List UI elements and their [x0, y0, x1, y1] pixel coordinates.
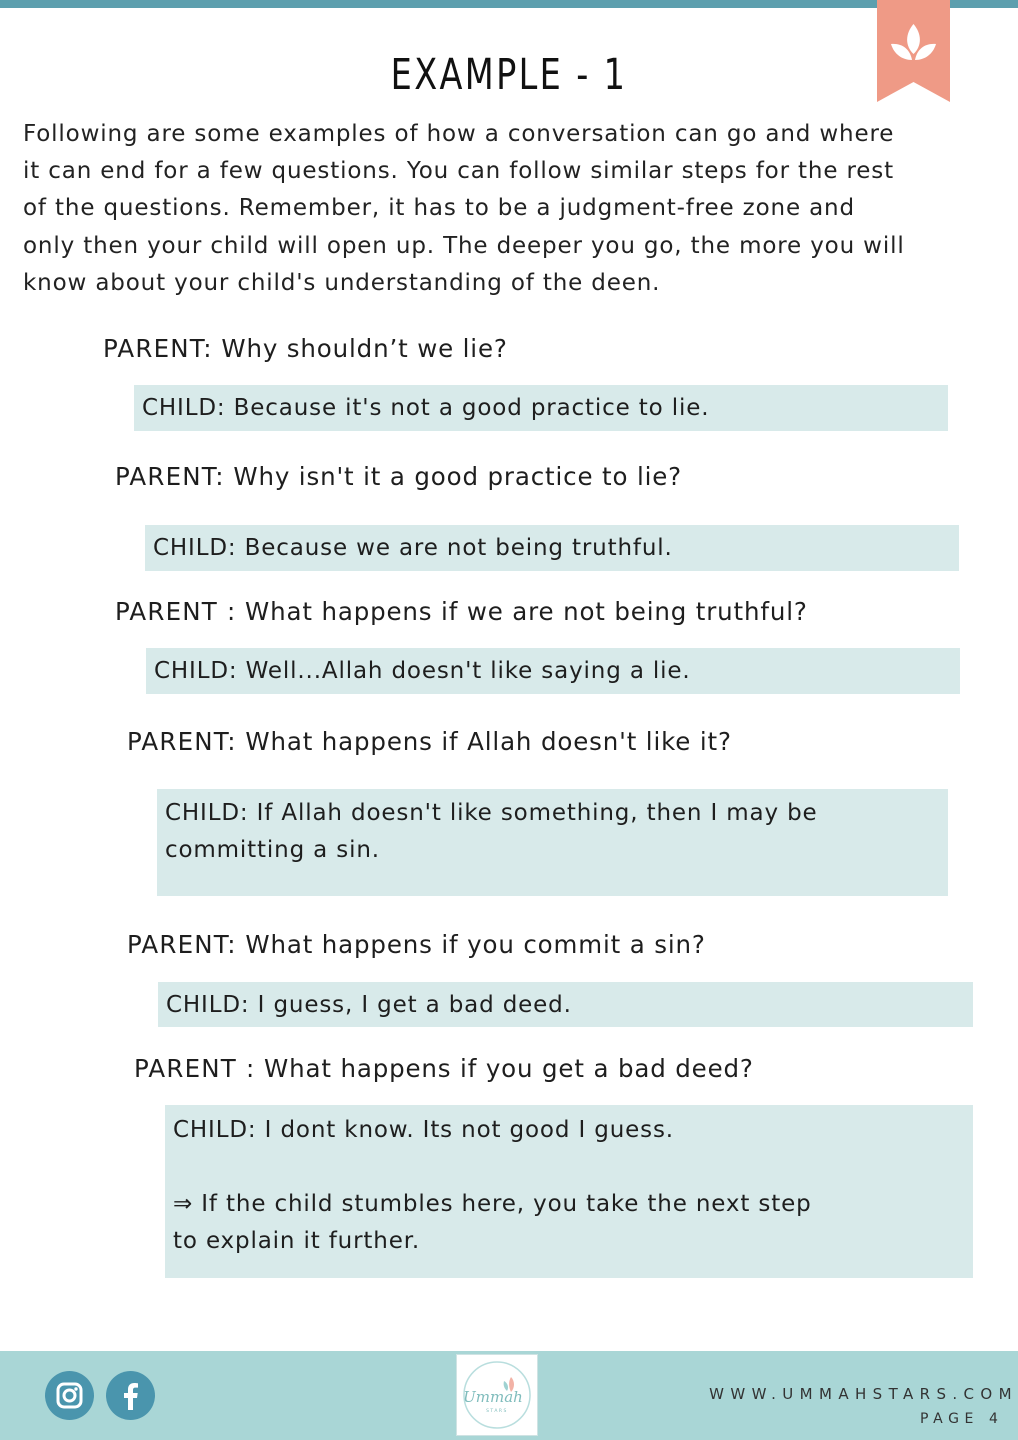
child-answer-box [134, 385, 948, 431]
website-url[interactable]: WWW.UMMAHSTARS.COM [709, 1385, 1018, 1403]
child-answer-line: CHILD: If Allah doesn't like something, then I may be [165, 800, 818, 826]
parent-speaker-label: PARENT: [103, 334, 213, 363]
top-accent-bar [0, 0, 1018, 8]
logo-wordmark: Ummah [463, 1388, 523, 1406]
parent-speaker-label: PARENT : [134, 1054, 256, 1083]
child-answer-line: CHILD: Because it's not a good practice to lie. [142, 395, 710, 421]
page-number: PAGE 4 [920, 1411, 1004, 1427]
child-answer-line: committing a sin. [165, 837, 380, 863]
child-answer-line: to explain it further. [173, 1228, 421, 1254]
parent-question [115, 597, 808, 626]
parent-speaker-label: PARENT: [127, 930, 237, 959]
parent-question [127, 930, 706, 959]
child-answer-box [146, 648, 960, 694]
intro-line: Following are some examples of how a conversation can go and where [23, 121, 895, 147]
facebook-icon [106, 1371, 155, 1420]
child-answer-line: CHILD: I guess, I get a bad deed. [166, 992, 572, 1018]
parent-question-text: What happens if Allah doesn't like it? [236, 727, 732, 756]
facebook-link[interactable] [106, 1371, 155, 1420]
parent-question [103, 334, 508, 363]
parent-question-text: What happens if you commit a sin? [236, 930, 706, 959]
intro-paragraph [23, 116, 1008, 302]
parent-speaker-label: PARENT: [127, 727, 237, 756]
parent-question [115, 462, 682, 491]
parent-question [134, 1054, 754, 1083]
parent-speaker-label: PARENT: [115, 462, 225, 491]
child-answer-line: ⇒ If the child stumbles here, you take the next step [173, 1191, 812, 1217]
child-answer-box [165, 1105, 973, 1278]
parent-question-text: Why isn't it a good practice to lie? [224, 462, 683, 491]
child-answer-line: CHILD: Because we are not being truthful. [153, 535, 673, 561]
intro-line: of the questions. Remember, it has to be a judgment-free zone and [23, 195, 855, 222]
parent-speaker-label: PARENT : [115, 597, 237, 626]
child-answer-box [158, 982, 973, 1027]
logo-subtext: STARS [486, 1409, 508, 1414]
child-answer-line: CHILD: Well...Allah doesn't like saying a lie. [154, 658, 691, 684]
intro-line: it can end for a few questions. You can follow similar steps for the rest [23, 158, 895, 185]
intro-line: know about your child's understanding of the deen. [23, 269, 661, 296]
parent-question [127, 727, 732, 756]
child-answer-line: CHILD: I dont know. Its not good I guess. [173, 1117, 674, 1143]
child-answer-box [145, 525, 959, 571]
child-answer-box [157, 789, 948, 896]
ummah-stars-logo [456, 1354, 538, 1436]
parent-question-text: What happens if we are not being truthful? [236, 597, 808, 626]
instagram-icon [45, 1371, 94, 1420]
parent-question-text: Why shouldn’t we lie? [212, 334, 508, 363]
page-title: EXAMPLE - 1 [390, 50, 628, 100]
parent-question-text: What happens if you get a bad deed? [255, 1054, 754, 1083]
intro-line: only then your child will open up. The deeper you go, the more you will [23, 232, 905, 259]
instagram-link[interactable] [45, 1371, 94, 1420]
child-answer-line [173, 1149, 965, 1186]
